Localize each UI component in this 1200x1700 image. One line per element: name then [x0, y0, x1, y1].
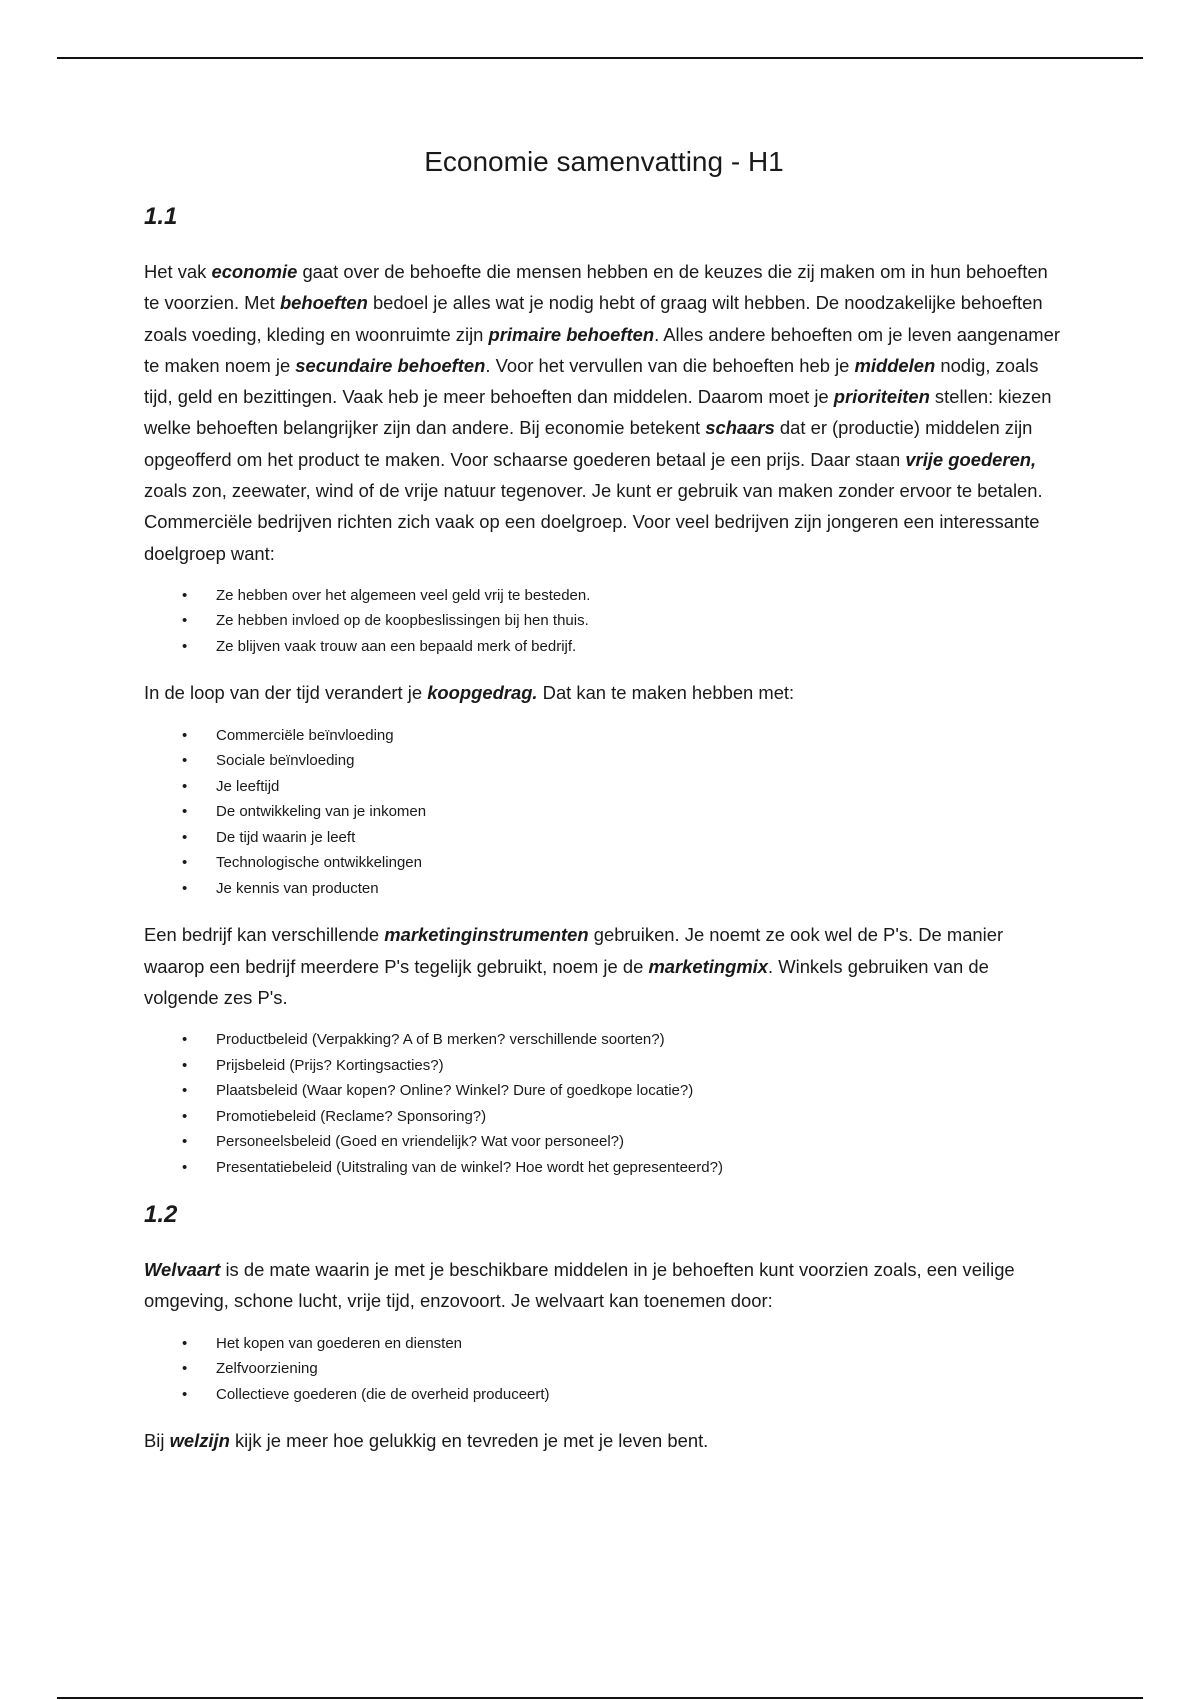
key-term: behoeften: [279, 292, 368, 314]
text-run: . Voor het vervullen van die behoeften heb je: [485, 354, 855, 376]
text-run: Bij: [144, 1430, 170, 1452]
list-item: • Productbeleid (Verpakking? A of B merken? verschillende soorten?): [144, 1027, 1064, 1053]
key-term: prioriteiten: [833, 386, 930, 408]
text-run: bedoel je alles wat je nodig hebt of graag wilt hebben. De noodzakelijke behoeften zoals voeding, kleding en woonruimte zijn: [144, 292, 1043, 345]
list-item: • Prijsbeleid (Prijs? Kortingsacties?): [144, 1053, 1064, 1079]
list-item: • Je leeftijd: [144, 774, 1064, 800]
key-term: secundaire behoeften: [295, 354, 486, 376]
bullet-list: [144, 1331, 1064, 1408]
document-title: Economie samenvatting - H1: [424, 146, 784, 177]
text-run: stellen: kiezen welke behoeften belangrijker zijn dan andere. Bij economie betekent: [144, 386, 1052, 439]
document-body: [144, 142, 1064, 1471]
list-item: • Het kopen van goederen en diensten: [144, 1331, 1064, 1357]
list-item: • De ontwikkeling van je inkomen: [144, 799, 1064, 825]
text-run: Het vak: [144, 261, 212, 282]
text-run: gaat over de behoefte die mensen hebben en de keuzes die zij maken om in hun behoeften te voorzien. Met: [144, 261, 1048, 314]
paragraph: [144, 256, 1064, 569]
list-item: • Collectieve goederen (die de overheid produceert): [144, 1382, 1064, 1408]
section-heading: 1.2: [144, 1201, 178, 1229]
list-item: • Zelfvoorziening: [144, 1356, 1064, 1382]
list-item: • Personeelsbeleid (Goed en vriendelijk? Wat voor personeel?): [144, 1129, 1064, 1155]
key-term: marketingmix: [648, 955, 769, 977]
text-run: kijk je meer hoe gelukkig en tevreden je met je leven bent.: [229, 1430, 709, 1452]
text-run: is de mate waarin je met je beschikbare middelen in je behoeften kunt voorzien zoals, een veilige omgeving, schone lucht, vrije tijd, enzovoort. Je welvaart kan toenemen door:: [144, 1259, 1015, 1312]
list-item: • De tijd waarin je leeft: [144, 825, 1064, 851]
key-term: middelen: [854, 354, 936, 376]
key-term: Welvaart: [144, 1259, 221, 1281]
key-term: vrije goederen,: [905, 448, 1037, 470]
key-term: marketinginstrumenten: [384, 924, 589, 946]
text-run: Dat kan te maken hebben met:: [537, 682, 795, 704]
key-term: welzijn: [169, 1430, 230, 1452]
bullet-list: [144, 1027, 1064, 1180]
section-heading: 1.1: [144, 203, 178, 230]
footer-rule: [57, 1697, 1143, 1699]
list-item: • Ze hebben over het algemeen veel geld vrij te besteden.: [144, 583, 1064, 609]
text-run: . Winkels gebruiken van de volgende zes P's.: [144, 955, 989, 1008]
paragraph: [144, 1425, 1064, 1456]
list-item: • Plaatsbeleid (Waar kopen? Online? Winkel? Dure of goedkope locatie?): [144, 1078, 1064, 1104]
paragraph: [144, 919, 1064, 1013]
text-run: . Alles andere behoeften om je leven aangenamer te maken noem je: [144, 323, 1060, 376]
list-item: • Je kennis van producten: [144, 876, 1064, 902]
list-item: • Commerciële beïnvloeding: [144, 723, 1064, 749]
list-item: • Ze hebben invloed op de koopbeslissingen bij hen thuis.: [144, 608, 1064, 634]
list-item: • Presentatiebeleid (Uitstraling van de winkel? Hoe wordt het gepresenteerd?): [144, 1155, 1064, 1181]
text-run: dat er (productie) middelen zijn opgeofferd om het product te maken. Voor schaarse goederen betaal je een prijs. Daar staan: [144, 417, 1033, 470]
text-run: nodig, zoals tijd, geld en bezittingen. Vaak heb je meer behoeften dan middelen. Daarom moet je: [144, 354, 1039, 408]
text-run: gebruiken. Je noemt ze ook wel de P's. De manier waarop een bedrijf meerdere P's tegelijk gebruikt, noem je de: [144, 924, 1004, 977]
text-run: zoals zon, zeewater, wind of de vrije natuur tegenover. Je kunt er gebruik van maken zonder ervoor te betalen. Commerciële bedrijven richten zich vaak op een doelgroep. Voor veel bedrijven zijn jongeren een interessante doelgroep want:: [144, 480, 1043, 564]
key-term: koopgedrag.: [427, 682, 538, 704]
bullet-list: [144, 723, 1064, 902]
key-term: economie: [211, 261, 298, 282]
text-run: In de loop van der tijd verandert je: [144, 682, 428, 704]
list-item: • Promotiebeleid (Reclame? Sponsoring?): [144, 1104, 1064, 1130]
header-rule: [57, 57, 1143, 59]
bullet-list: [144, 583, 1064, 660]
text-run: Een bedrijf kan verschillende: [144, 924, 385, 946]
key-term: primaire behoeften: [488, 323, 655, 345]
paragraph: [144, 677, 1064, 708]
list-item: • Sociale beïnvloeding: [144, 748, 1064, 774]
list-item: • Ze blijven vaak trouw aan een bepaald merk of bedrijf.: [144, 634, 1064, 660]
paragraph: [144, 1254, 1064, 1317]
list-item: • Technologische ontwikkelingen: [144, 850, 1064, 876]
key-term: schaars: [705, 417, 775, 439]
